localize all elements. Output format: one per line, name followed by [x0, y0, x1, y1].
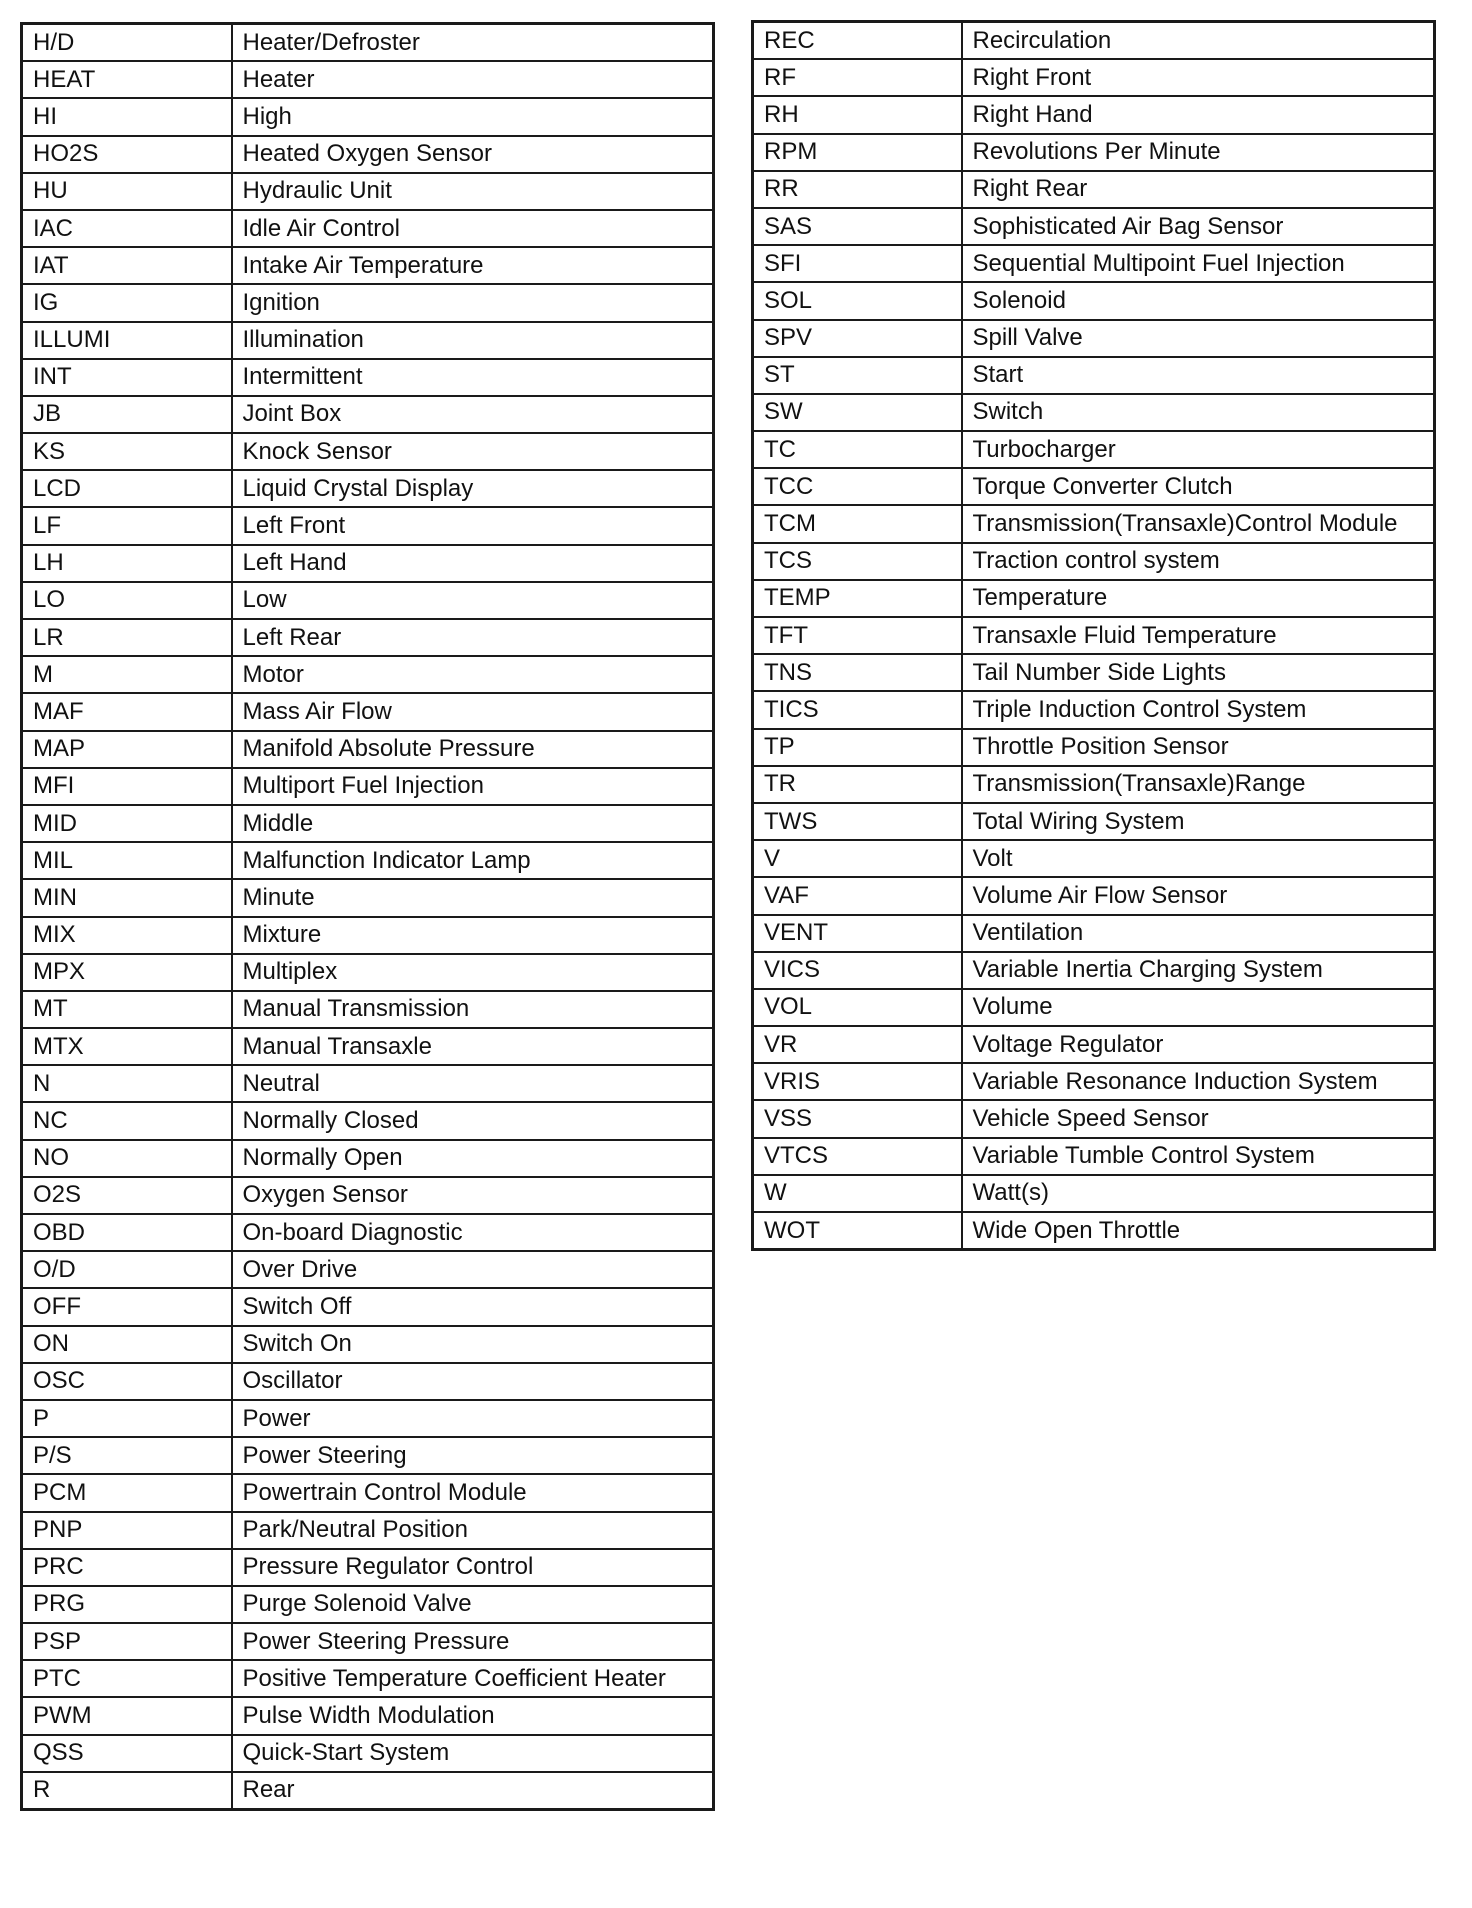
meaning-cell: Pulse Width Modulation: [232, 1697, 714, 1734]
table-row: [22, 1214, 714, 1251]
meaning-cell: Rear: [232, 1772, 714, 1810]
abbreviation-cell: RF: [753, 59, 962, 96]
abbreviation-cell: PNP: [22, 1512, 232, 1549]
table-row: [22, 1140, 714, 1177]
meaning-cell: Middle: [232, 805, 714, 842]
abbreviation-cell: VR: [753, 1026, 962, 1063]
abbreviation-cell: RH: [753, 96, 962, 133]
meaning-cell: High: [232, 98, 714, 135]
table-row: [753, 766, 1435, 803]
abbreviation-cell: PSP: [22, 1623, 232, 1660]
table-row: [753, 803, 1435, 840]
meaning-cell: Manual Transaxle: [232, 1028, 714, 1065]
abbreviation-cell: KS: [22, 433, 232, 470]
table-row: [22, 879, 714, 916]
abbreviation-cell: IAT: [22, 247, 232, 284]
meaning-cell: Heater/Defroster: [232, 24, 714, 62]
meaning-cell: Quick-Start System: [232, 1735, 714, 1772]
meaning-cell: Vehicle Speed Sensor: [962, 1100, 1435, 1137]
table-row: [753, 468, 1435, 505]
table-row: [753, 394, 1435, 431]
meaning-cell: Minute: [232, 879, 714, 916]
abbreviation-cell: WOT: [753, 1212, 962, 1250]
abbreviation-table-right: [751, 20, 1436, 1251]
meaning-cell: Power: [232, 1400, 714, 1437]
abbreviation-cell: PTC: [22, 1660, 232, 1697]
meaning-cell: Recirculation: [962, 22, 1435, 60]
table-row: [753, 208, 1435, 245]
table-row: [22, 507, 714, 544]
meaning-cell: On-board Diagnostic: [232, 1214, 714, 1251]
abbreviation-cell: TNS: [753, 654, 962, 691]
abbreviation-cell: ILLUMI: [22, 322, 232, 359]
table-row: [22, 98, 714, 135]
meaning-cell: Multiplex: [232, 954, 714, 991]
abbreviation-cell: OFF: [22, 1288, 232, 1325]
abbreviation-cell: TP: [753, 729, 962, 766]
table-row: [753, 245, 1435, 282]
table-row: [22, 991, 714, 1028]
abbreviation-table-left: [20, 22, 715, 1811]
meaning-cell: Tail Number Side Lights: [962, 654, 1435, 691]
abbreviation-cell: RPM: [753, 134, 962, 171]
table-row: [22, 247, 714, 284]
meaning-cell: Neutral: [232, 1065, 714, 1102]
abbreviation-cell: PRG: [22, 1586, 232, 1623]
abbreviation-cell: LR: [22, 619, 232, 656]
table-row: [753, 357, 1435, 394]
meaning-cell: Transaxle Fluid Temperature: [962, 617, 1435, 654]
meaning-cell: Normally Closed: [232, 1102, 714, 1139]
meaning-cell: Total Wiring System: [962, 803, 1435, 840]
table-row: [22, 470, 714, 507]
meaning-cell: Oscillator: [232, 1363, 714, 1400]
meaning-cell: Right Hand: [962, 96, 1435, 133]
table-row: [22, 805, 714, 842]
meaning-cell: Knock Sensor: [232, 433, 714, 470]
abbreviation-cell: M: [22, 656, 232, 693]
table-row: [22, 1028, 714, 1065]
table-row: [753, 1063, 1435, 1100]
abbreviation-cell: O/D: [22, 1251, 232, 1288]
table-row: [753, 171, 1435, 208]
abbreviation-cell: V: [753, 840, 962, 877]
table-row: [753, 134, 1435, 171]
meaning-cell: Oxygen Sensor: [232, 1177, 714, 1214]
abbreviation-cell: SFI: [753, 245, 962, 282]
abbreviation-cell: IAC: [22, 210, 232, 247]
abbreviation-cell: LO: [22, 582, 232, 619]
abbreviation-cell: VOL: [753, 989, 962, 1026]
abbreviation-cell: SOL: [753, 282, 962, 319]
table-row: [753, 729, 1435, 766]
meaning-cell: Multiport Fuel Injection: [232, 768, 714, 805]
table-row: [22, 173, 714, 210]
abbreviation-cell: MID: [22, 805, 232, 842]
table-row: [22, 1177, 714, 1214]
abbreviation-cell: LH: [22, 545, 232, 582]
abbreviation-cell: HEAT: [22, 61, 232, 98]
meaning-cell: Torque Converter Clutch: [962, 468, 1435, 505]
abbreviation-cell: O2S: [22, 1177, 232, 1214]
abbreviation-cell: TR: [753, 766, 962, 803]
abbreviation-cell: H/D: [22, 24, 232, 62]
abbreviation-cell: VSS: [753, 1100, 962, 1137]
abbreviation-cell: TWS: [753, 803, 962, 840]
table-row: [22, 582, 714, 619]
meaning-cell: Park/Neutral Position: [232, 1512, 714, 1549]
meaning-cell: Triple Induction Control System: [962, 691, 1435, 728]
meaning-cell: Purge Solenoid Valve: [232, 1586, 714, 1623]
abbreviation-cell: MFI: [22, 768, 232, 805]
meaning-cell: Left Front: [232, 507, 714, 544]
table-row: [753, 580, 1435, 617]
meaning-cell: Power Steering Pressure: [232, 1623, 714, 1660]
abbreviation-cell: HI: [22, 98, 232, 135]
abbreviation-cell: VTCS: [753, 1138, 962, 1175]
table-row: [22, 359, 714, 396]
meaning-cell: Traction control system: [962, 543, 1435, 580]
abbreviation-cell: SPV: [753, 320, 962, 357]
abbreviation-cell: SW: [753, 394, 962, 431]
abbreviation-cell: MPX: [22, 954, 232, 991]
table-row: [22, 1512, 714, 1549]
meaning-cell: Right Rear: [962, 171, 1435, 208]
abbreviation-cell: VICS: [753, 952, 962, 989]
table-row: [22, 1549, 714, 1586]
meaning-cell: Variable Tumble Control System: [962, 1138, 1435, 1175]
meaning-cell: Switch: [962, 394, 1435, 431]
meaning-cell: Manifold Absolute Pressure: [232, 731, 714, 768]
meaning-cell: Liquid Crystal Display: [232, 470, 714, 507]
table-row: [22, 24, 714, 62]
meaning-cell: Wide Open Throttle: [962, 1212, 1435, 1250]
abbreviation-cell: TCS: [753, 543, 962, 580]
table-row: [22, 917, 714, 954]
meaning-cell: Intake Air Temperature: [232, 247, 714, 284]
meaning-cell: Temperature: [962, 580, 1435, 617]
meaning-cell: Powertrain Control Module: [232, 1474, 714, 1511]
meaning-cell: Volume Air Flow Sensor: [962, 877, 1435, 914]
table-row: [753, 320, 1435, 357]
meaning-cell: Sequential Multipoint Fuel Injection: [962, 245, 1435, 282]
abbreviation-cell: OBD: [22, 1214, 232, 1251]
table-row: [22, 1251, 714, 1288]
abbreviation-cell: HO2S: [22, 136, 232, 173]
table-row: [753, 505, 1435, 542]
abbreviation-cell: ST: [753, 357, 962, 394]
table-row: [22, 1623, 714, 1660]
abbreviation-cell: TICS: [753, 691, 962, 728]
meaning-cell: Ventilation: [962, 915, 1435, 952]
meaning-cell: Turbocharger: [962, 431, 1435, 468]
table-row: [22, 693, 714, 730]
abbreviation-cell: P/S: [22, 1437, 232, 1474]
table-row: [22, 545, 714, 582]
table-row: [753, 877, 1435, 914]
meaning-cell: Transmission(Transaxle)Control Module: [962, 505, 1435, 542]
table-row: [753, 617, 1435, 654]
table-row: [753, 59, 1435, 96]
abbreviation-cell: MIN: [22, 879, 232, 916]
abbreviation-cell: W: [753, 1175, 962, 1212]
meaning-cell: Intermittent: [232, 359, 714, 396]
meaning-cell: Solenoid: [962, 282, 1435, 319]
meaning-cell: Switch On: [232, 1326, 714, 1363]
table-row: [22, 1326, 714, 1363]
table-row: [753, 952, 1435, 989]
abbreviation-cell: REC: [753, 22, 962, 60]
abbreviation-cell: RR: [753, 171, 962, 208]
table-row: [22, 842, 714, 879]
table-row: [753, 654, 1435, 691]
meaning-cell: Mixture: [232, 917, 714, 954]
table-row: [753, 691, 1435, 728]
meaning-cell: Variable Inertia Charging System: [962, 952, 1435, 989]
table-row: [22, 1660, 714, 1697]
abbreviation-cell: TCC: [753, 468, 962, 505]
abbreviation-cell: TEMP: [753, 580, 962, 617]
abbreviation-cell: NO: [22, 1140, 232, 1177]
table-row: [22, 396, 714, 433]
abbreviation-cell: HU: [22, 173, 232, 210]
abbreviation-cell: LCD: [22, 470, 232, 507]
table-row: [22, 1697, 714, 1734]
abbreviation-cell: R: [22, 1772, 232, 1810]
abbreviation-cell: VENT: [753, 915, 962, 952]
table-row: [753, 431, 1435, 468]
table-row: [22, 61, 714, 98]
abbreviation-cell: MAF: [22, 693, 232, 730]
meaning-cell: Revolutions Per Minute: [962, 134, 1435, 171]
meaning-cell: Voltage Regulator: [962, 1026, 1435, 1063]
table-row: [22, 1065, 714, 1102]
abbreviation-cell: TC: [753, 431, 962, 468]
abbreviation-cell: INT: [22, 359, 232, 396]
meaning-cell: Joint Box: [232, 396, 714, 433]
meaning-cell: Power Steering: [232, 1437, 714, 1474]
abbreviation-cell: MT: [22, 991, 232, 1028]
abbreviation-cell: NC: [22, 1102, 232, 1139]
table-row: [22, 1102, 714, 1139]
table-row: [22, 1288, 714, 1325]
table-row: [22, 656, 714, 693]
table-row: [753, 840, 1435, 877]
abbreviation-cell: N: [22, 1065, 232, 1102]
meaning-cell: Malfunction Indicator Lamp: [232, 842, 714, 879]
meaning-cell: Heater: [232, 61, 714, 98]
abbreviation-cell: VRIS: [753, 1063, 962, 1100]
abbreviation-cell: ON: [22, 1326, 232, 1363]
table-row: [753, 1026, 1435, 1063]
abbreviation-table-right-body: [753, 22, 1435, 1250]
meaning-cell: Heated Oxygen Sensor: [232, 136, 714, 173]
meaning-cell: Ignition: [232, 284, 714, 321]
abbreviation-cell: MTX: [22, 1028, 232, 1065]
table-row: [22, 1400, 714, 1437]
table-row: [753, 989, 1435, 1026]
table-row: [22, 768, 714, 805]
meaning-cell: Spill Valve: [962, 320, 1435, 357]
table-row: [22, 1474, 714, 1511]
table-row: [22, 1437, 714, 1474]
meaning-cell: Transmission(Transaxle)Range: [962, 766, 1435, 803]
meaning-cell: Mass Air Flow: [232, 693, 714, 730]
table-row: [22, 954, 714, 991]
table-row: [753, 1212, 1435, 1250]
abbreviation-cell: PWM: [22, 1697, 232, 1734]
abbreviation-cell: JB: [22, 396, 232, 433]
meaning-cell: Variable Resonance Induction System: [962, 1063, 1435, 1100]
abbreviation-cell: PCM: [22, 1474, 232, 1511]
abbreviation-cell: QSS: [22, 1735, 232, 1772]
meaning-cell: Watt(s): [962, 1175, 1435, 1212]
table-row: [753, 543, 1435, 580]
table-row: [22, 619, 714, 656]
table-row: [22, 322, 714, 359]
meaning-cell: Start: [962, 357, 1435, 394]
meaning-cell: Manual Transmission: [232, 991, 714, 1028]
abbreviation-cell: LF: [22, 507, 232, 544]
meaning-cell: Volt: [962, 840, 1435, 877]
meaning-cell: Positive Temperature Coefficient Heater: [232, 1660, 714, 1697]
table-row: [753, 915, 1435, 952]
meaning-cell: Hydraulic Unit: [232, 173, 714, 210]
meaning-cell: Switch Off: [232, 1288, 714, 1325]
abbreviation-cell: SAS: [753, 208, 962, 245]
abbreviation-cell: TCM: [753, 505, 962, 542]
table-row: [22, 1772, 714, 1810]
table-row: [22, 1363, 714, 1400]
meaning-cell: Throttle Position Sensor: [962, 729, 1435, 766]
table-row: [22, 284, 714, 321]
table-row: [22, 1586, 714, 1623]
meaning-cell: Right Front: [962, 59, 1435, 96]
table-row: [753, 96, 1435, 133]
meaning-cell: Motor: [232, 656, 714, 693]
meaning-cell: Normally Open: [232, 1140, 714, 1177]
meaning-cell: Sophisticated Air Bag Sensor: [962, 208, 1435, 245]
table-row: [22, 731, 714, 768]
table-row: [753, 1175, 1435, 1212]
meaning-cell: Illumination: [232, 322, 714, 359]
abbreviation-cell: IG: [22, 284, 232, 321]
table-row: [22, 1735, 714, 1772]
table-row: [753, 1138, 1435, 1175]
table-row: [22, 433, 714, 470]
meaning-cell: Left Hand: [232, 545, 714, 582]
meaning-cell: Pressure Regulator Control: [232, 1549, 714, 1586]
table-row: [753, 1100, 1435, 1137]
table-row: [753, 22, 1435, 60]
meaning-cell: Left Rear: [232, 619, 714, 656]
abbreviation-cell: TFT: [753, 617, 962, 654]
meaning-cell: Volume: [962, 989, 1435, 1026]
table-row: [22, 136, 714, 173]
abbreviation-cell: VAF: [753, 877, 962, 914]
abbreviation-cell: PRC: [22, 1549, 232, 1586]
abbreviation-cell: MAP: [22, 731, 232, 768]
table-row: [753, 282, 1435, 319]
meaning-cell: Low: [232, 582, 714, 619]
meaning-cell: Over Drive: [232, 1251, 714, 1288]
table-row: [22, 210, 714, 247]
abbreviation-cell: MIL: [22, 842, 232, 879]
meaning-cell: Idle Air Control: [232, 210, 714, 247]
abbreviation-cell: MIX: [22, 917, 232, 954]
abbreviation-cell: P: [22, 1400, 232, 1437]
abbreviation-table-left-body: [22, 24, 714, 1810]
abbreviation-cell: OSC: [22, 1363, 232, 1400]
